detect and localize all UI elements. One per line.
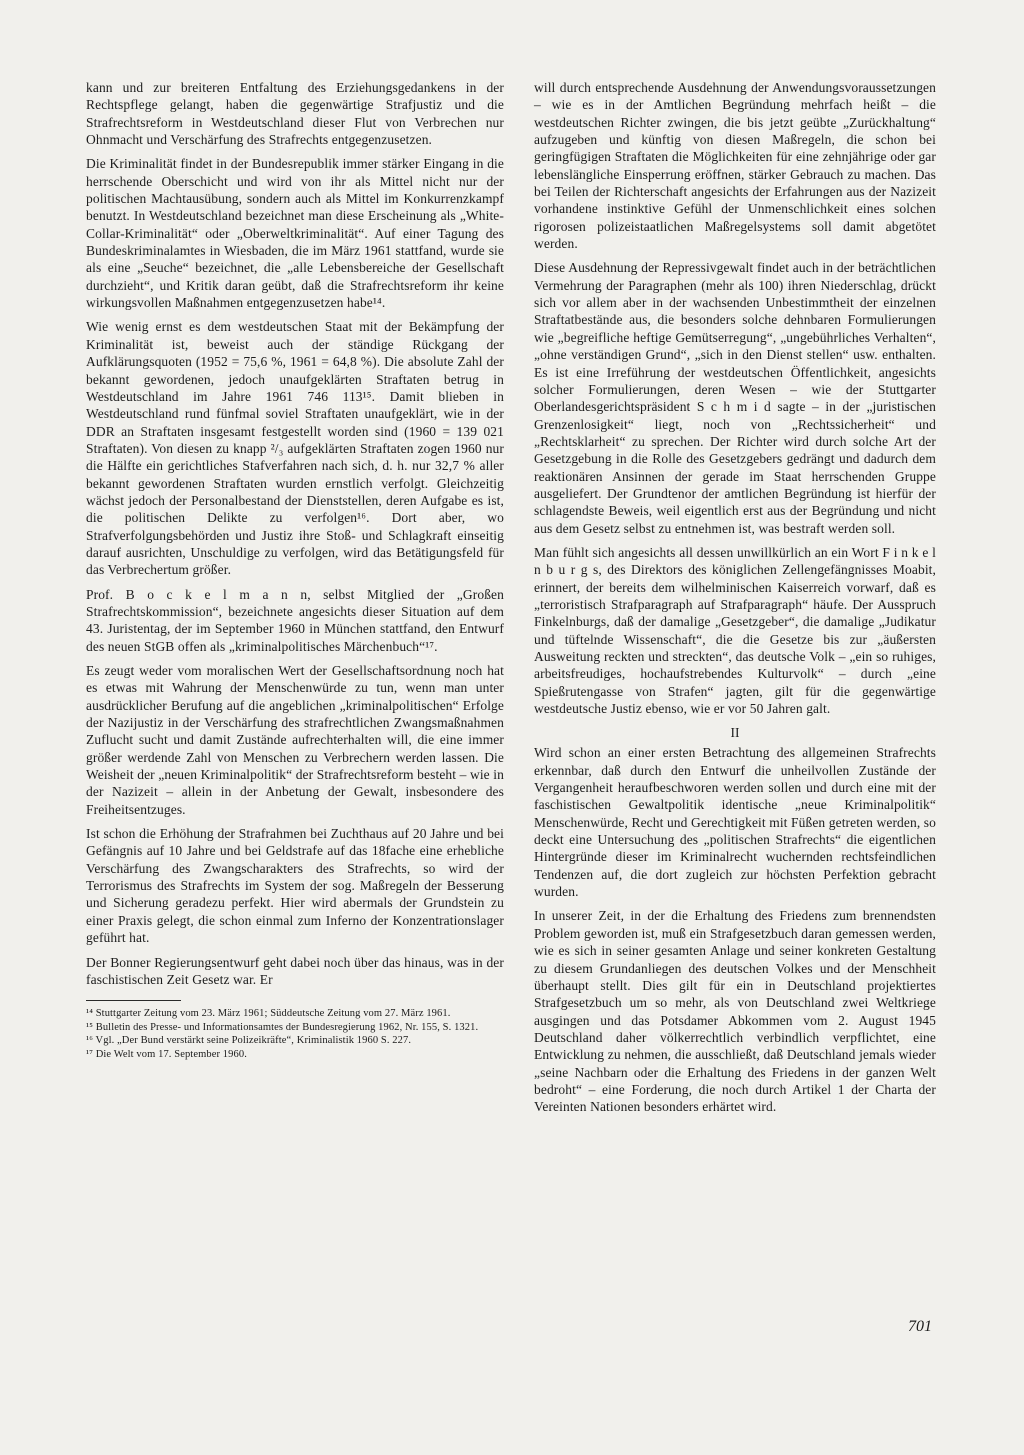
left-column	[86, 79, 504, 1062]
paragraph: Diese Ausdehnung der Repressivgewalt findet auch in der beträchtlichen Vermehrung der Paragraphen (mehr als 100) ihren Niederschlag, drückt sich vor allem aber in der wachsenden Unbestimmtheit der einzelnen Straftatbestände aus, die besonders solche dehnbaren Formulierungen wie „begreifliche heftige Gemütserregung“, „ungebührliches Verhalten“, „ohne verständigen Grund“, „sich in den Dienst stellen“ usw. enthalten. Es ist eine Irreführung der westdeutschen Öffentlichkeit, angesichts solcher Formulierungen, deren Wesen – wie der Stuttgarter Oberlandesgerichtspräsident S c h m i d sagte – in der „juristischen Grenzenlosigkeit“ liegt, noch von „Rechtssicherheit“ und „Rechtsklarheit“ zu sprechen. Der Richter wird durch solche Art der Gesetzgebung in die Rolle des Gesetzgebers gedrängt und dadurch dem reaktionären Ansinnen der gerade im Staat herrschenden Gruppe ausgeliefert. Der Grundtenor der amtlichen Begründung ist hierfür der schlagendste Beweis, weil eigentlich erst aus der Begründung und nicht aus dem Gesetz selbst zu entnehmen ist, was bestraft werden soll.	[534, 260, 936, 536]
paragraph: Es zeugt weder vom moralischen Wert der Gesellschaftsordnung noch hat es etwas mit Wahrung der Menschenwürde zu tun, wenn man unter ausdrücklicher Berufung auf die angeblichen „kriminalpolitischen“ Erfolge der Nazijustiz in der Verschärfung des strafrechtlichen Zwangsmaßnahmen Zuflucht sucht und damit Zustände aufrechterhalten will, die eine immer größer werdende Zahl von Menschen zu Verbrechern werden lassen. Die Weisheit der „neuen Kriminalpolitik“ der Strafrechtsreform besteht – wie in der Nazizeit – allein in der Anbetung der Gewalt, insbesondere des Freiheitsentzuges.	[86, 663, 504, 817]
paragraph: kann und zur breiteren Entfaltung des Erziehungsgedankens in der Rechtspflege gelangt, haben die gegenwärtige Strafjustiz und die Strafrechtsreform in Westdeutschland dieser Flut von Verbrechen nur Ohnmacht und Verschärfung des Strafrechts entgegenzusetzen.	[86, 80, 504, 148]
paragraph: In unserer Zeit, in der die Erhaltung des Friedens zum brennendsten Problem geworden ist, muß ein Strafgesetzbuch daran gemessen werden, wie es sich in seiner gesamten Anlage und seiner konkreten Gestaltung zu diesem Grundanliegen des deutschen Volkes und der Menschheit überhaupt stellt. Dies gilt für ein in Deutschland projektiertes Strafgesetzbuch um so mehr, als von Deutschland zwei Weltkriege ausgingen und das Potsdamer Abkommen vom 2. August 1945 Deutschland daher völkerrechtlich verbindlich verpflichtet, eine Entwicklung zu nehmen, die ausschließt, daß Deutschland jemals wieder „seine Nachbarn oder die Erhaltung des Friedens in der ganzen Welt bedroht“ – eine Forderung, die noch durch Artikel 1 der Charta der Vereinten Nationen besonders erhärtet wird.	[534, 908, 936, 1115]
footnote: ¹⁷ Die Welt vom 17. September 1960.	[86, 1048, 247, 1060]
paragraph: Prof. B o c k e l m a n n, selbst Mitglied der „Großen Strafrechtskommission“, bezeichnete angesichts dieser Situation auf dem 43. Juristentag, der im September 1960 in München stattfand, den Entwurf des neuen StGB offen als „kriminalpolitisches Märchenbuch“¹⁷.	[86, 586, 504, 654]
paragraph: Die Kriminalität findet in der Bundesrepublik immer stärker Eingang in die herrschende Oberschicht und wird von ihr als Mittel nicht nur der politischen Machtausübung, sondern auch als Mittel im Konkurrenzkampf benutzt. In Westdeutschland bezeichnet man diese Erscheinung als „White-Collar-Kriminalität“ oder „Oberweltkriminalität“. Auf einer Tagung des Bundeskriminalamtes in Wiesbaden, die im März 1961 stattfand, wurde sie als eine „Seuche“ bezeichnet, die „alle Lebensbereiche der Gesellschaft durchzieht“, und Kritik daran geübt, daß die Strafrechtsreform ihr keine wirkungsvollen Maßnahmen entgegenzusetzen habe¹⁴.	[86, 156, 504, 311]
paragraph: Wird schon an einer ersten Betrachtung des allgemeinen Strafrechts erkennbar, daß durch den Entwurf die unheilvollen Zustände der Vergangenheit heraufbeschworen werden sollen und durch eine mit der faschistischen Gewaltpolitik identische „neue Kriminalpolitik“ Menschenwürde, Recht und Gerechtigkeit mit Füßen getreten werden, so deckt eine Untersuchung des „politischen Strafrechts“ die eigentlichen Hintergründe dieser im Kriminalrecht wuchernden rechtsfeindlichen Tendenzen auf, die dort zugleich zur höchsten Perfektion gebracht wurden.	[534, 745, 936, 900]
paragraph: Man fühlt sich angesichts all dessen unwillkürlich an ein Wort F i n k e l n b u r g s, des Direktors des königlichen Zellengefängnisses Moabit, erinnert, der bereits dem wilhelminischen Kaiserreich vorwarf, daß es „terroristisch Strafparagraph auf Strafparagraph“ häufe. Der Ausspruch Finkelnburgs, daß der damalige „Gesetzgeber“, die damalige „Judikatur und tüftelnde Wissenschaft“, die die Gesetze bis zur „äußersten Ausweitung reckten und streckten“, das deutsche Volk – „ein so ruhiges, arbeitsfreudiges, hochaufstrebendes Kulturvolk“ – durch „eine Spießrutengasse von Strafen“ jagten, gilt für die gegenwärtige westdeutsche Justiz ebenso, wie er vor 50 Jahren galt.	[534, 544, 936, 717]
page-number: 701	[908, 1318, 932, 1335]
section-heading: II	[730, 725, 740, 741]
paragraph: Wie wenig ernst es dem westdeutschen Staat mit der Bekämpfung der Kriminalität ist, beweist auch der ständige Rückgang der Aufklärungsquoten (1952 = 75,6 %, 1961 = 64,8 %). Die absolute Zahl der bekannt gewordenen, jedoch unaufgeklärten Straftaten betrug in Westdeutschland im Jahre 1961 746 113¹⁵. Damit blieben in Westdeutschland rund fünfmal soviel Straftaten unaufgeklärt, wie in der DDR an Straftaten insgesamt festgestellt worden sind (1960 = 139 021 Straftaten). Von diesen zu knapp ²/₃ aufgeklärten Straftaten zogen 1960 nur die Hälfte ein gerichtliches Stafverfahren nach sich, d. h. nur 32,7 % aller bekannt gewordenen Straftaten wurden ernstlich verfolgt. Gleichzeitig wächst jedoch der Personalbestand der Dienststellen, deren Aufgabe es ist, die politischen Delikte zu verfolgen¹⁶. Dort aber, wo Strafverfolgungsbehörden und Justiz ihre Stoß- und Schlagkraft einseitig darauf ausrichten, Unschuldige zu verfolgen, wird das Betätigungsfeld für das Verbrechertum größer.	[86, 319, 504, 578]
paragraph: will durch entsprechende Ausdehnung der Anwendungsvoraussetzungen – wie es in der Amtlichen Begründung mehrfach heißt – die westdeutschen Richter zwingen, die bis jetzt geübte „Zurückhaltung“ aufzugeben und künftig von diesen Maßregeln, die schon bei geringfügigen Straftaten die Möglichkeiten für eine zehnjährige oder gar lebenslängliche Einsperrung eröffnen, stärker Gebrauch zu machen. Das bei Teilen der Richterschaft angesichts der Erfahrungen aus der Nazizeit vorhandene instinktive Gefühl der Unmenschlichkeit eines solchen rigorosen polizeistaatlichen Maßregelsystems soll damit abgetötet werden.	[534, 80, 936, 252]
footnote: ¹⁵ Bulletin des Presse- und Informationsamtes der Bundesregierung 1962, Nr. 155, S. 1321.	[86, 1021, 479, 1033]
footnote: ¹⁴ Stuttgarter Zeitung vom 23. März 1961; Süddeutsche Zeitung vom 27. März 1961.	[86, 1008, 451, 1020]
footnote: ¹⁶ Vgl. „Der Bund verstärkt seine Polizeikräfte“, Kriminalistik 1960 S. 227.	[86, 1035, 412, 1047]
paragraph: Der Bonner Regierungsentwurf geht dabei noch über das hinaus, was in der faschistischen Zeit Gesetz war. Er	[86, 954, 504, 987]
paragraph: Ist schon die Erhöhung der Strafrahmen bei Zuchthaus auf 20 Jahre und bei Gefängnis auf 10 Jahre und bei Geldstrafe auf das 18fache eine erhebliche Verschärfung des Zwangscharakters des Strafrechts, so wird der Terrorismus des Strafrechts im System der sog. Maßregeln der Besserung und Sicherung geradezu perfekt. Hier wird abermals der Grundstein zu einer Praxis gelegt, die schon einmal zum Inferno der Konzentrationslager geführt hat.	[86, 826, 504, 946]
right-column	[534, 79, 936, 1123]
footnote-divider	[86, 1000, 181, 1001]
